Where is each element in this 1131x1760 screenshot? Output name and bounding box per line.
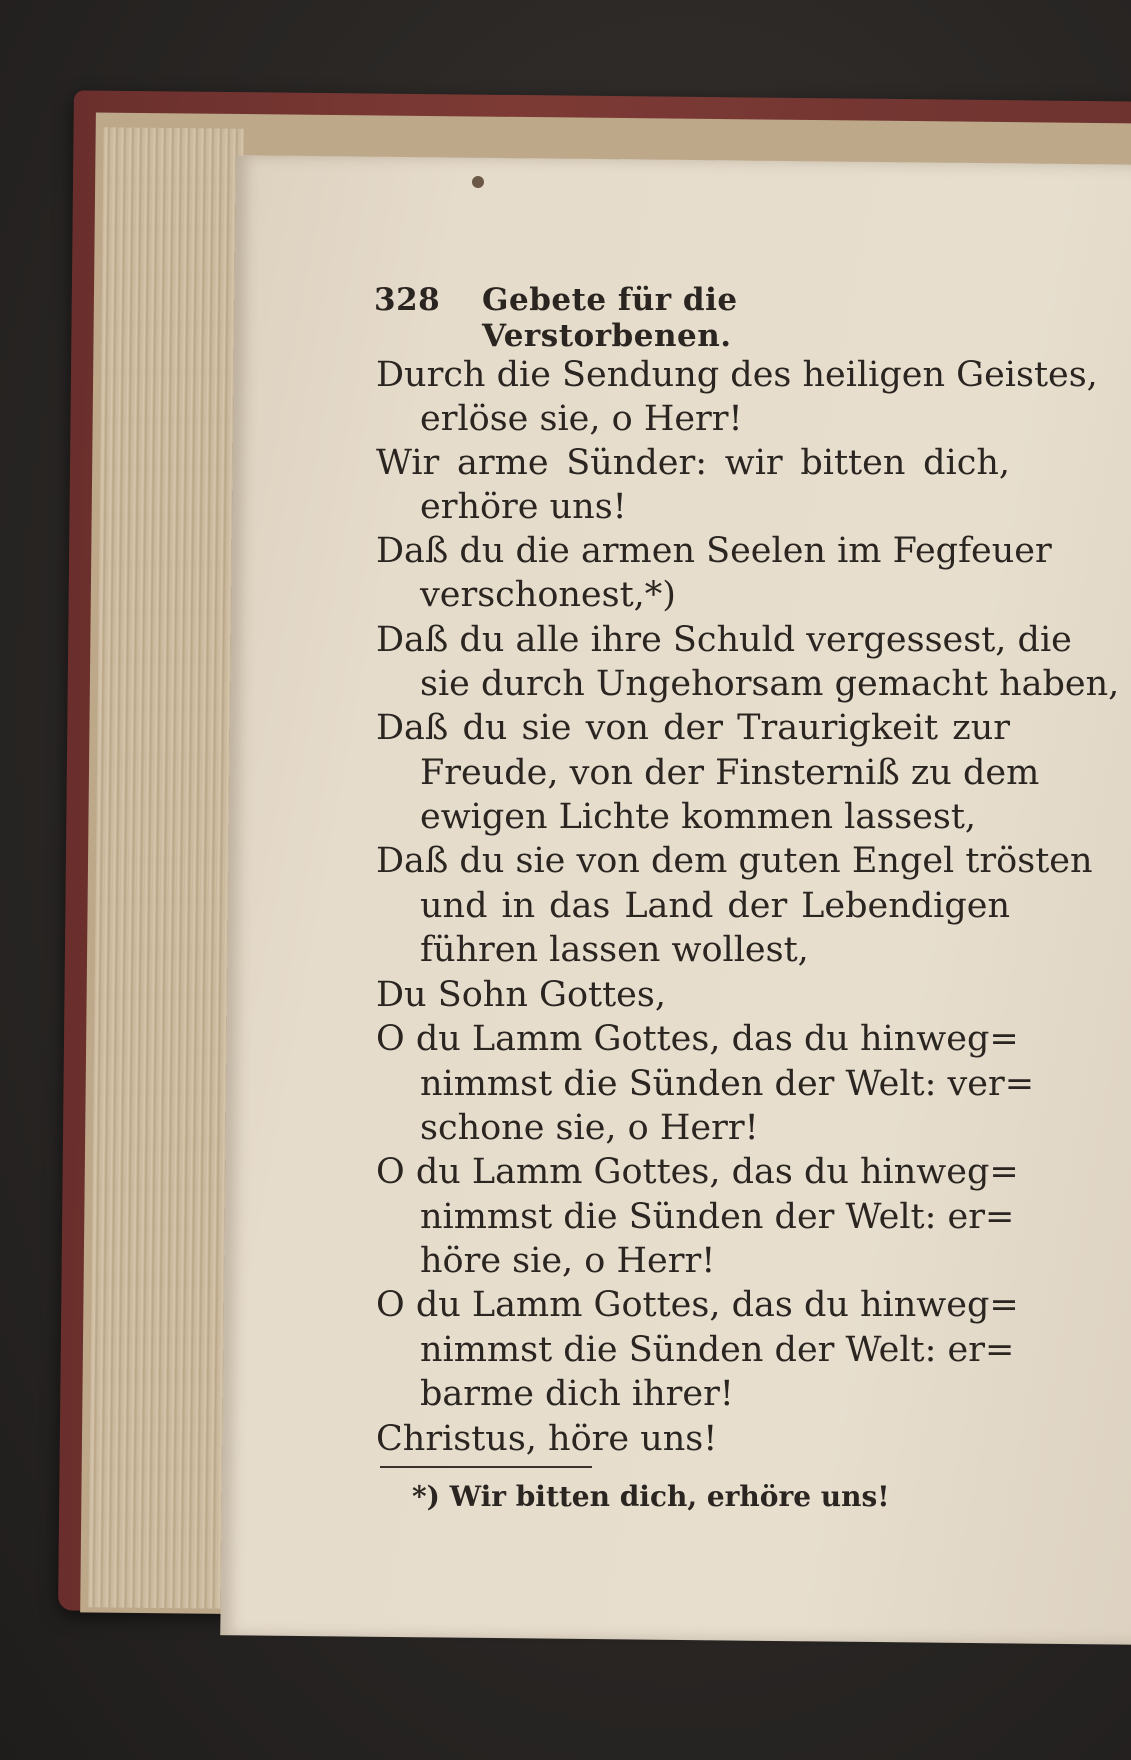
text-line: verschonest,*): [420, 575, 676, 615]
footnote: *) Wir bitten dich, erhöre uns!: [412, 1480, 890, 1513]
text-line: barme dich ihrer!: [420, 1374, 734, 1414]
text-line: Christus, höre uns!: [376, 1419, 718, 1459]
text-line: nimmst die Sünden der Welt: ver=: [420, 1064, 1035, 1104]
text-line: sie durch Ungehorsam gemacht haben,: [420, 664, 1120, 704]
text-line: und in das Land der Lebendigen: [420, 886, 1010, 926]
text-line: nimmst die Sünden der Welt: er=: [420, 1197, 1015, 1237]
footnote-rule: [380, 1466, 592, 1468]
text-line: ewigen Lichte kommen lassest,: [420, 797, 977, 837]
text-line: Daß du sie von dem guten Engel trösten: [376, 841, 1093, 881]
text-line: Wir arme Sünder: wir bitten dich,: [376, 443, 1010, 483]
running-title: Gebete für die Verstorbenen.: [482, 282, 738, 354]
text-line: höre sie, o Herr!: [420, 1241, 716, 1281]
text-line: erhöre uns!: [420, 487, 627, 527]
text-line: Daß du alle ihre Schuld vergessest, die: [376, 620, 1072, 660]
text-line: Freude, von der Finsterniß zu dem: [420, 753, 1040, 793]
page-header: [374, 282, 914, 354]
page-number: 328: [374, 282, 441, 318]
text-line: führen lassen wollest,: [420, 930, 809, 970]
text-line: schone sie, o Herr!: [420, 1108, 759, 1148]
text-line: O du Lamm Gottes, das du hinweg=: [376, 1019, 1019, 1059]
text-line: Durch die Sendung des heiligen Geistes,: [376, 355, 1098, 395]
text-line: O du Lamm Gottes, das du hinweg=: [376, 1285, 1019, 1325]
text-line: nimmst die Sünden der Welt: er=: [420, 1330, 1015, 1370]
text-line: erlöse sie, o Herr!: [420, 399, 743, 439]
text-line: Du Sohn Gottes,: [376, 975, 666, 1015]
text-line: Daß du sie von der Traurigkeit zur: [376, 708, 1010, 748]
text-line: Daß du die armen Seelen im Fegfeuer: [376, 531, 1052, 571]
text-line: O du Lamm Gottes, das du hinweg=: [376, 1152, 1019, 1192]
